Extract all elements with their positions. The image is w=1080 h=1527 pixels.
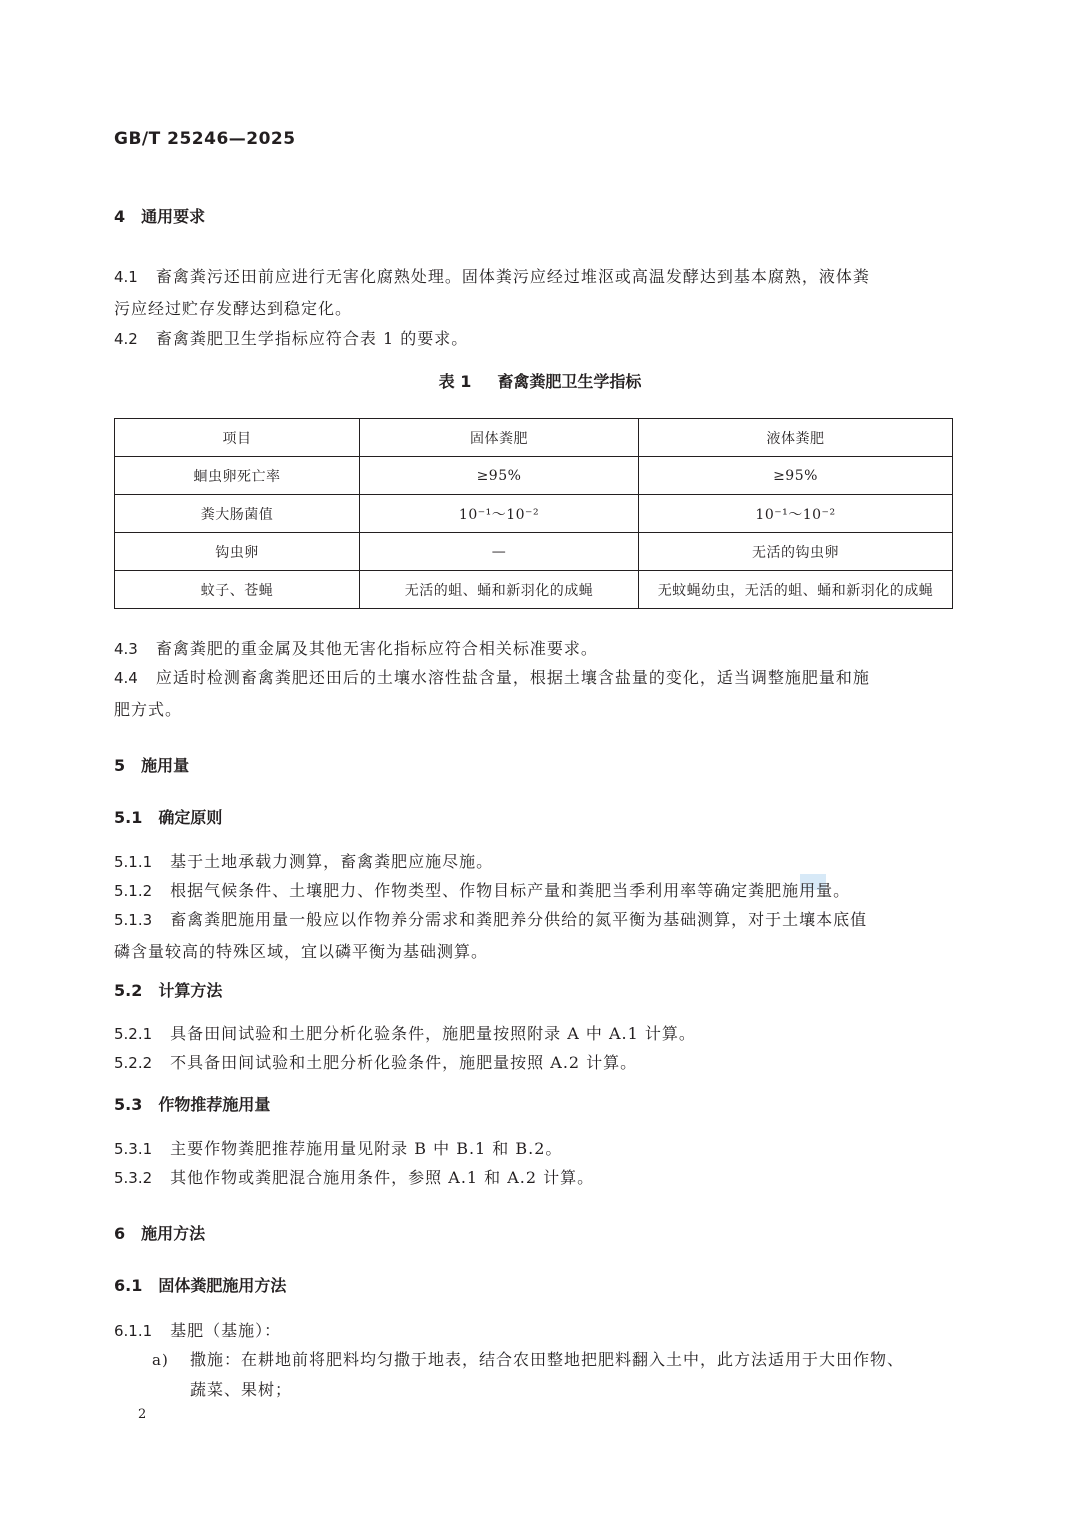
clause-5-3-2 — [114, 1162, 952, 1194]
section-5-2-heading — [114, 980, 222, 1002]
table-cell: ≥95% — [639, 457, 953, 495]
table-cell: ≥95% — [360, 457, 639, 495]
section-5-heading — [114, 755, 189, 777]
clause-number: 5.3.1 — [114, 1140, 153, 1158]
clause-number: 5.1.3 — [114, 911, 153, 929]
clause-number: 5.2.1 — [114, 1025, 153, 1043]
section-number: 5.1 — [114, 808, 143, 827]
clause-text-line-2: 磷含量较高的特殊区域，宜以磷平衡为基础测算。 — [114, 942, 489, 961]
clause-number: 5.3.2 — [114, 1169, 153, 1187]
clause-text-line-1: 畜禽粪肥施用量一般应以作物养分需求和粪肥养分供给的氮平衡为基础测算，对于土壤本底值 — [170, 910, 868, 929]
clause-5-1-1 — [114, 846, 952, 878]
table-cell: 无蚊蝇幼虫，无活的蛆、蛹和新羽化的成蝇 — [639, 571, 953, 609]
clause-text: 其他作物或粪肥混合施用条件，参照 A.1 和 A.2 计算。 — [170, 1168, 595, 1187]
section-number: 5.2 — [114, 981, 143, 1000]
hygiene-index-table — [114, 418, 953, 609]
section-number: 6 — [114, 1224, 126, 1243]
table-row — [115, 457, 953, 495]
clause-text-line-2: 污应经过贮存发酵达到稳定化。 — [114, 299, 353, 318]
table-cell: 无活的蛆、蛹和新羽化的成蝇 — [360, 571, 639, 609]
clause-text: 主要作物粪肥推荐施用量见附录 B 中 B.1 和 B.2。 — [170, 1139, 563, 1158]
clause-4-3 — [114, 633, 952, 665]
clause-text: 畜禽粪肥的重金属及其他无害化指标应符合相关标准要求。 — [155, 639, 598, 658]
standard-code: GB/T 25246—2025 — [114, 129, 296, 149]
clause-text: 基于土地承载力测算，畜禽粪肥应施尽施。 — [170, 852, 494, 871]
clause-5-1-3 — [114, 904, 952, 967]
table-cell: 蛔虫卵死亡率 — [115, 457, 360, 495]
clause-text: 畜禽粪肥卫生学指标应符合表 1 的要求。 — [155, 329, 469, 348]
section-title: 固体粪肥施用方法 — [158, 1276, 287, 1295]
clause-5-1-2 — [114, 875, 952, 907]
table-cell: 钩虫卵 — [115, 533, 360, 571]
section-number: 4 — [114, 207, 126, 226]
section-title: 计算方法 — [158, 981, 223, 1000]
header-cell-liquid: 液体粪肥 — [639, 419, 953, 457]
section-4-heading — [114, 206, 205, 228]
table-caption-title: 畜禽粪肥卫生学指标 — [497, 372, 642, 391]
clause-number: 5.1.1 — [114, 853, 153, 871]
clause-4-2 — [114, 323, 952, 355]
table-cell: 粪大肠菌值 — [115, 495, 360, 533]
clause-number: 5.1.2 — [114, 882, 153, 900]
section-5-1-heading — [114, 807, 222, 829]
clause-text: 根据气候条件、土壤肥力、作物类型、作物目标产量和粪肥当季利用率等确定粪肥施用量。 — [170, 881, 851, 900]
table-row — [115, 495, 953, 533]
clause-text-line-2: 肥方式。 — [114, 700, 183, 719]
clause-number: 6.1.1 — [114, 1322, 153, 1340]
clause-number: 5.2.2 — [114, 1054, 153, 1072]
clause-4-1 — [114, 261, 952, 324]
section-6-heading — [114, 1223, 205, 1245]
clause-5-2-1 — [114, 1018, 952, 1050]
clause-text-line-1: 畜禽粪污还田前应进行无害化腐熟处理。固体粪污应经过堆沤或高温发酵达到基本腐熟，液体粪 — [155, 267, 870, 286]
section-5-3-heading — [114, 1094, 270, 1116]
section-number: 5.3 — [114, 1095, 143, 1114]
list-text-line-1: 撒施：在耕地前将肥料均匀撒于地表，结合农田整地把肥料翻入土中，此方法适用于大田作物、 — [190, 1350, 905, 1369]
table-cell: 无活的钩虫卵 — [639, 533, 953, 571]
clause-text-line-1: 应适时检测畜禽粪肥还田后的土壤水溶性盐含量，根据土壤含盐量的变化，适当调整施肥量和施 — [155, 668, 870, 687]
section-title: 通用要求 — [141, 207, 206, 226]
table-cell: 10⁻¹～10⁻² — [639, 495, 953, 533]
table-caption-number: 表 1 — [438, 372, 472, 391]
page-number: 2 — [138, 1407, 147, 1422]
section-title: 施用量 — [141, 756, 190, 775]
list-marker: a) — [152, 1351, 169, 1369]
table-cell: 蚊子、苍蝇 — [115, 571, 360, 609]
clause-number: 4.1 — [114, 268, 138, 286]
clause-4-4 — [114, 662, 952, 725]
table-row — [115, 533, 953, 571]
section-6-1-heading — [114, 1275, 286, 1297]
header-cell-solid: 固体粪肥 — [360, 419, 639, 457]
list-item-a — [152, 1345, 952, 1405]
clause-5-2-2 — [114, 1047, 952, 1079]
section-number: 5 — [114, 756, 126, 775]
section-title: 确定原则 — [158, 808, 223, 827]
clause-5-3-1 — [114, 1133, 952, 1165]
clause-number: 4.4 — [114, 669, 138, 687]
table-caption — [0, 370, 1080, 394]
table-cell: — — [360, 533, 639, 571]
header-cell-item: 项目 — [115, 419, 360, 457]
table-cell: 10⁻¹～10⁻² — [360, 495, 639, 533]
clause-number: 4.3 — [114, 640, 138, 658]
clause-text: 具备田间试验和土肥分析化验条件，施肥量按照附录 A 中 A.1 计算。 — [170, 1024, 696, 1043]
clause-text: 基肥（基施）： — [170, 1321, 282, 1340]
section-title: 作物推荐施用量 — [158, 1095, 271, 1114]
list-text-line-2: 蔬菜、果树； — [190, 1380, 293, 1399]
section-number: 6.1 — [114, 1276, 143, 1295]
table-row — [115, 571, 953, 609]
clause-number: 4.2 — [114, 330, 138, 348]
clause-text: 不具备田间试验和土肥分析化验条件，施肥量按照 A.2 计算。 — [170, 1053, 638, 1072]
clause-6-1-1 — [114, 1315, 952, 1347]
table-header-row — [115, 419, 953, 457]
section-title: 施用方法 — [141, 1224, 206, 1243]
